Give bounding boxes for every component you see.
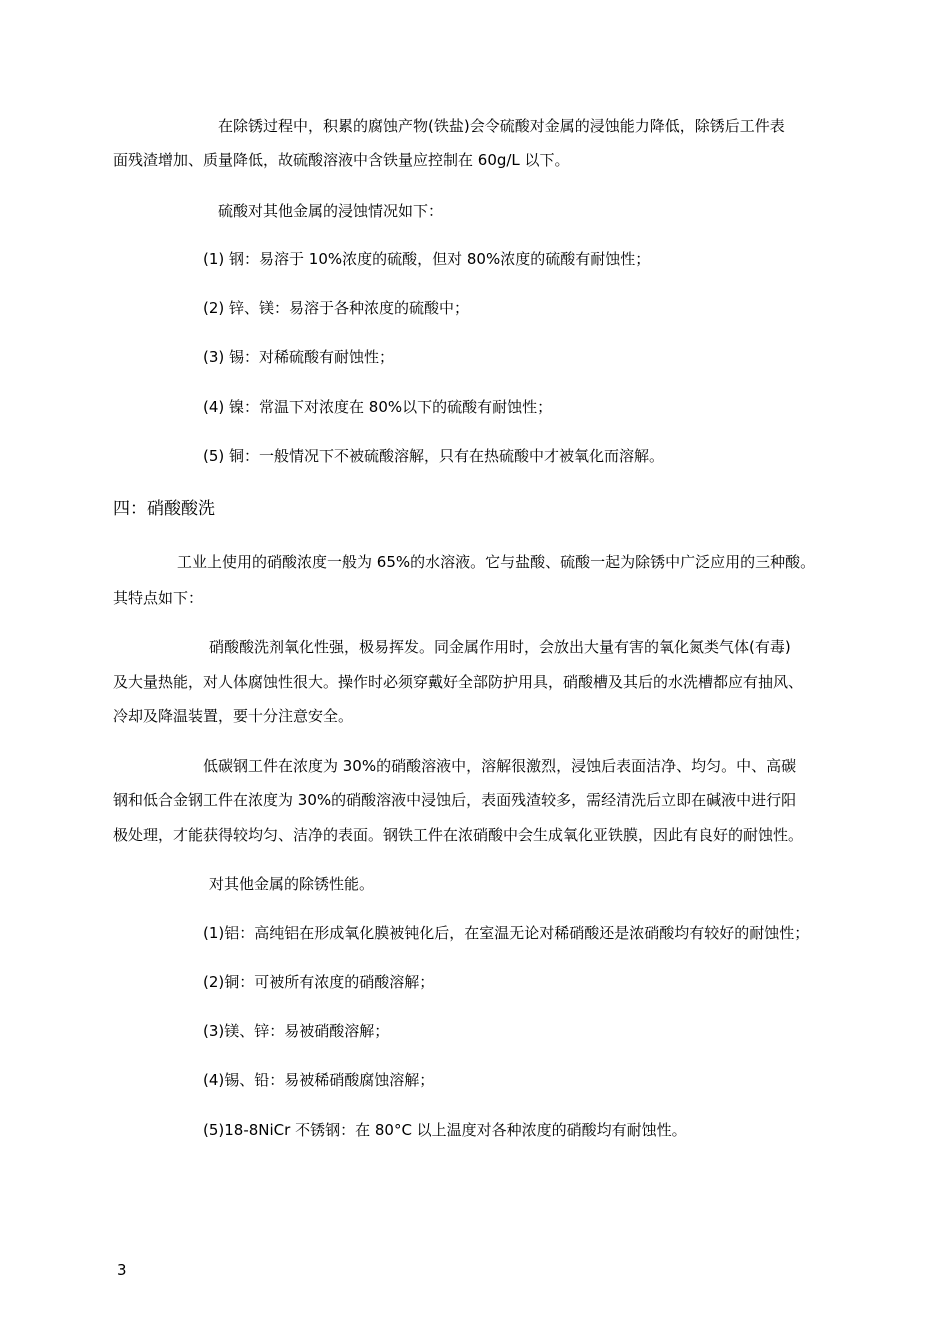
- para1-line2: 面残渣增加、质量降低，故硫酸溶液中含铁量应控制在 60g/L 以下。: [113, 151, 570, 169]
- sulfuric-item-1: (1) 钢：易溶于 10%浓度的硫酸，但对 80%浓度的硫酸有耐蚀性；: [203, 250, 651, 268]
- nitric-para2-line3: 冷却及降温装置，要十分注意安全。: [113, 707, 354, 725]
- sulfuric-item-3: (3) 锡：对稀硫酸有耐蚀性；: [203, 348, 395, 366]
- nitric-para3-line2: 钢和低合金钢工件在浓度为 30%的硝酸溶液中浸蚀后，表面残渣较多，需经清洗后立即在碱液中进行阳: [113, 791, 797, 809]
- nitric-para1-line1: 工业上使用的硝酸浓度一般为 65%的水溶液。它与盐酸、硫酸一起为除锈中广泛应用的三种酸。: [177, 553, 816, 571]
- nitric-intro: 对其他金属的除锈性能。: [209, 875, 375, 893]
- page-number: 3: [117, 1261, 127, 1279]
- sulfuric-intro: 硫酸对其他金属的浸蚀情况如下：: [218, 202, 444, 220]
- section-heading: 四：硝酸酸洗: [113, 499, 215, 519]
- nitric-para1-line2: 其特点如下：: [113, 589, 204, 607]
- nitric-item-1: (1)铝：高纯铝在形成氧化膜被钝化后，在室温无论对稀硝酸还是浓硝酸均有较好的耐蚀性；: [203, 924, 810, 942]
- nitric-item-2: (2)铜：可被所有浓度的硝酸溶解；: [203, 973, 435, 991]
- para1-line1: 在除锈过程中，积累的腐蚀产物(铁盐)会令硫酸对金属的浸蚀能力降低，除锈后工件表: [218, 117, 785, 135]
- nitric-para2-line2: 及大量热能，对人体腐蚀性很大。操作时必须穿戴好全部防护用具，硝酸槽及其后的水洗槽都应有抽风、: [113, 673, 804, 691]
- sulfuric-item-2: (2) 锌、镁：易溶于各种浓度的硫酸中；: [203, 299, 470, 317]
- nitric-para3-line1: 低碳钢工件在浓度为 30%的硝酸溶液中，溶解很激烈，浸蚀后表面洁净、均匀。中、高碳: [203, 757, 797, 775]
- nitric-item-3: (3)镁、锌：易被硝酸溶解；: [203, 1022, 390, 1040]
- nitric-para3-line3: 极处理，才能获得较均匀、洁净的表面。钢铁工件在浓硝酸中会生成氧化亚铁膜，因此有良好的耐蚀性。: [113, 826, 804, 844]
- sulfuric-item-5: (5) 铜：一般情况下不被硫酸溶解，只有在热硫酸中才被氧化而溶解。: [203, 447, 665, 465]
- nitric-para2-line1: 硝酸酸洗剂氧化性强，极易挥发。同金属作用时，会放出大量有害的氧化氮类气体(有毒): [209, 638, 791, 656]
- nitric-item-5: (5)18-8NiCr 不锈钢：在 80°C 以上温度对各种浓度的硝酸均有耐蚀性。: [203, 1121, 687, 1139]
- nitric-item-4: (4)锡、铅：易被稀硝酸腐蚀溶解；: [203, 1071, 435, 1089]
- sulfuric-item-4: (4) 镍：常温下对浓度在 80%以下的硫酸有耐蚀性；: [203, 398, 553, 416]
